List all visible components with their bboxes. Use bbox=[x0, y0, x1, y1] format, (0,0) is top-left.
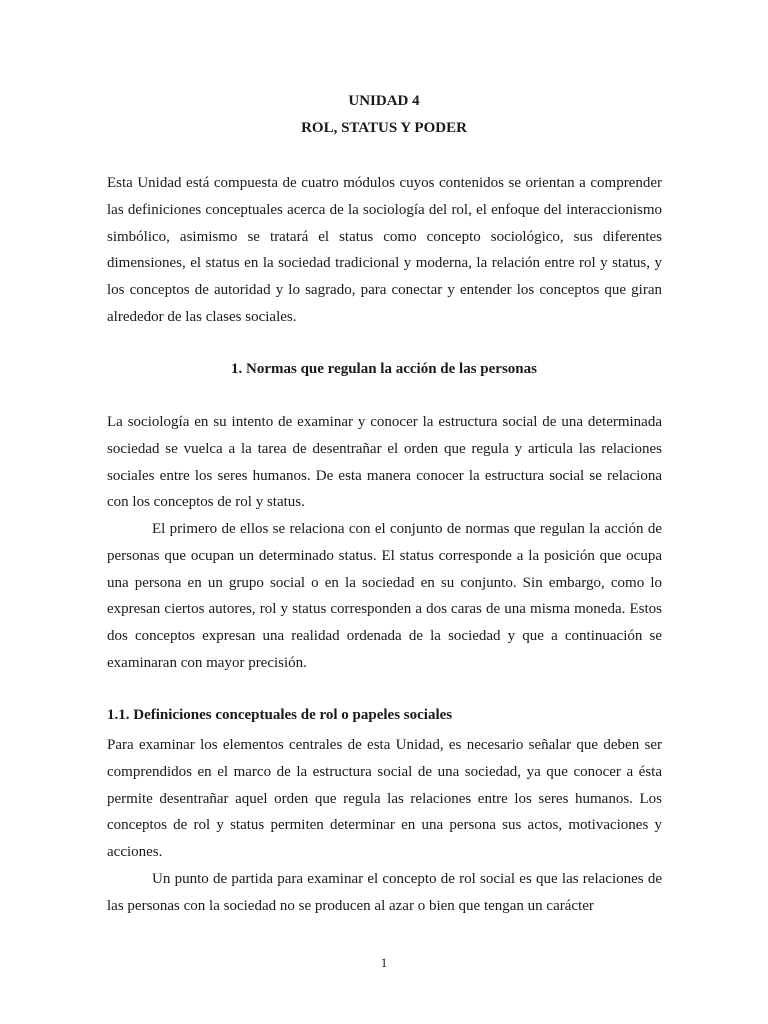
paragraph: Para examinar los elementos centrales de esta Unidad, es necesario señalar que deben ser comprendidos en el marco de la estructura social de una sociedad, ya que conocer a ésta permite desentrañar aquel orden que regula las relaciones entre los seres humanos. Los conceptos de rol y status permiten determinar en una persona sus actos, motivaciones y acciones. bbox=[107, 737, 662, 861]
page-title: ROL, STATUS Y PODER bbox=[301, 120, 467, 136]
page-number: 1 bbox=[380, 955, 388, 970]
paragraph: La sociología en su intento de examinar y conocer la estructura social de una determinada sociedad se vuelca a la tarea de desentrañar el orden que regula y articula las relaciones sociales entre los seres humanos. De esta manera conocer la estructura social se relaciona con los conceptos de rol y status. bbox=[107, 414, 662, 511]
subsection-heading: 1.1. Definiciones conceptuales de rol o papeles sociales bbox=[107, 707, 453, 723]
intro-paragraph: Esta Unidad está compuesta de cuatro módulos cuyos contenidos se orientan a comprender las definiciones conceptuales acerca de la sociología del rol, el enfoque del interaccionismo simbólico, asimismo se tratará el status como concepto sociológico, sus diferentes dimensiones, el status en la sociedad tradicional y moderna, la relación entre rol y status, y los conceptos de autoridad y lo sagrado, para conectar y entender los conceptos que giran alrededor de las clases sociales. bbox=[107, 175, 662, 325]
section-heading: 1. Normas que regulan la acción de las personas bbox=[231, 361, 537, 377]
paragraph: El primero de ellos se relaciona con el conjunto de normas que regulan la acción de personas que ocupan un determinado status. El status corresponde a la posición que ocupa una persona en un grupo social o en la sociedad en su conjunto. Sin embargo, como lo expresan ciertos autores, rol y status corresponden a dos caras de una misma moneda. Estos dos conceptos expresan una realidad ordenada de la sociedad y que a continuación se examinaran con mayor precisión. bbox=[107, 521, 662, 671]
paragraph: Un punto de partida para examinar el concepto de rol social es que las relaciones de las personas con la sociedad no se producen al azar o bien que tengan un carácter bbox=[107, 871, 662, 914]
unit-label: UNIDAD 4 bbox=[348, 93, 420, 109]
